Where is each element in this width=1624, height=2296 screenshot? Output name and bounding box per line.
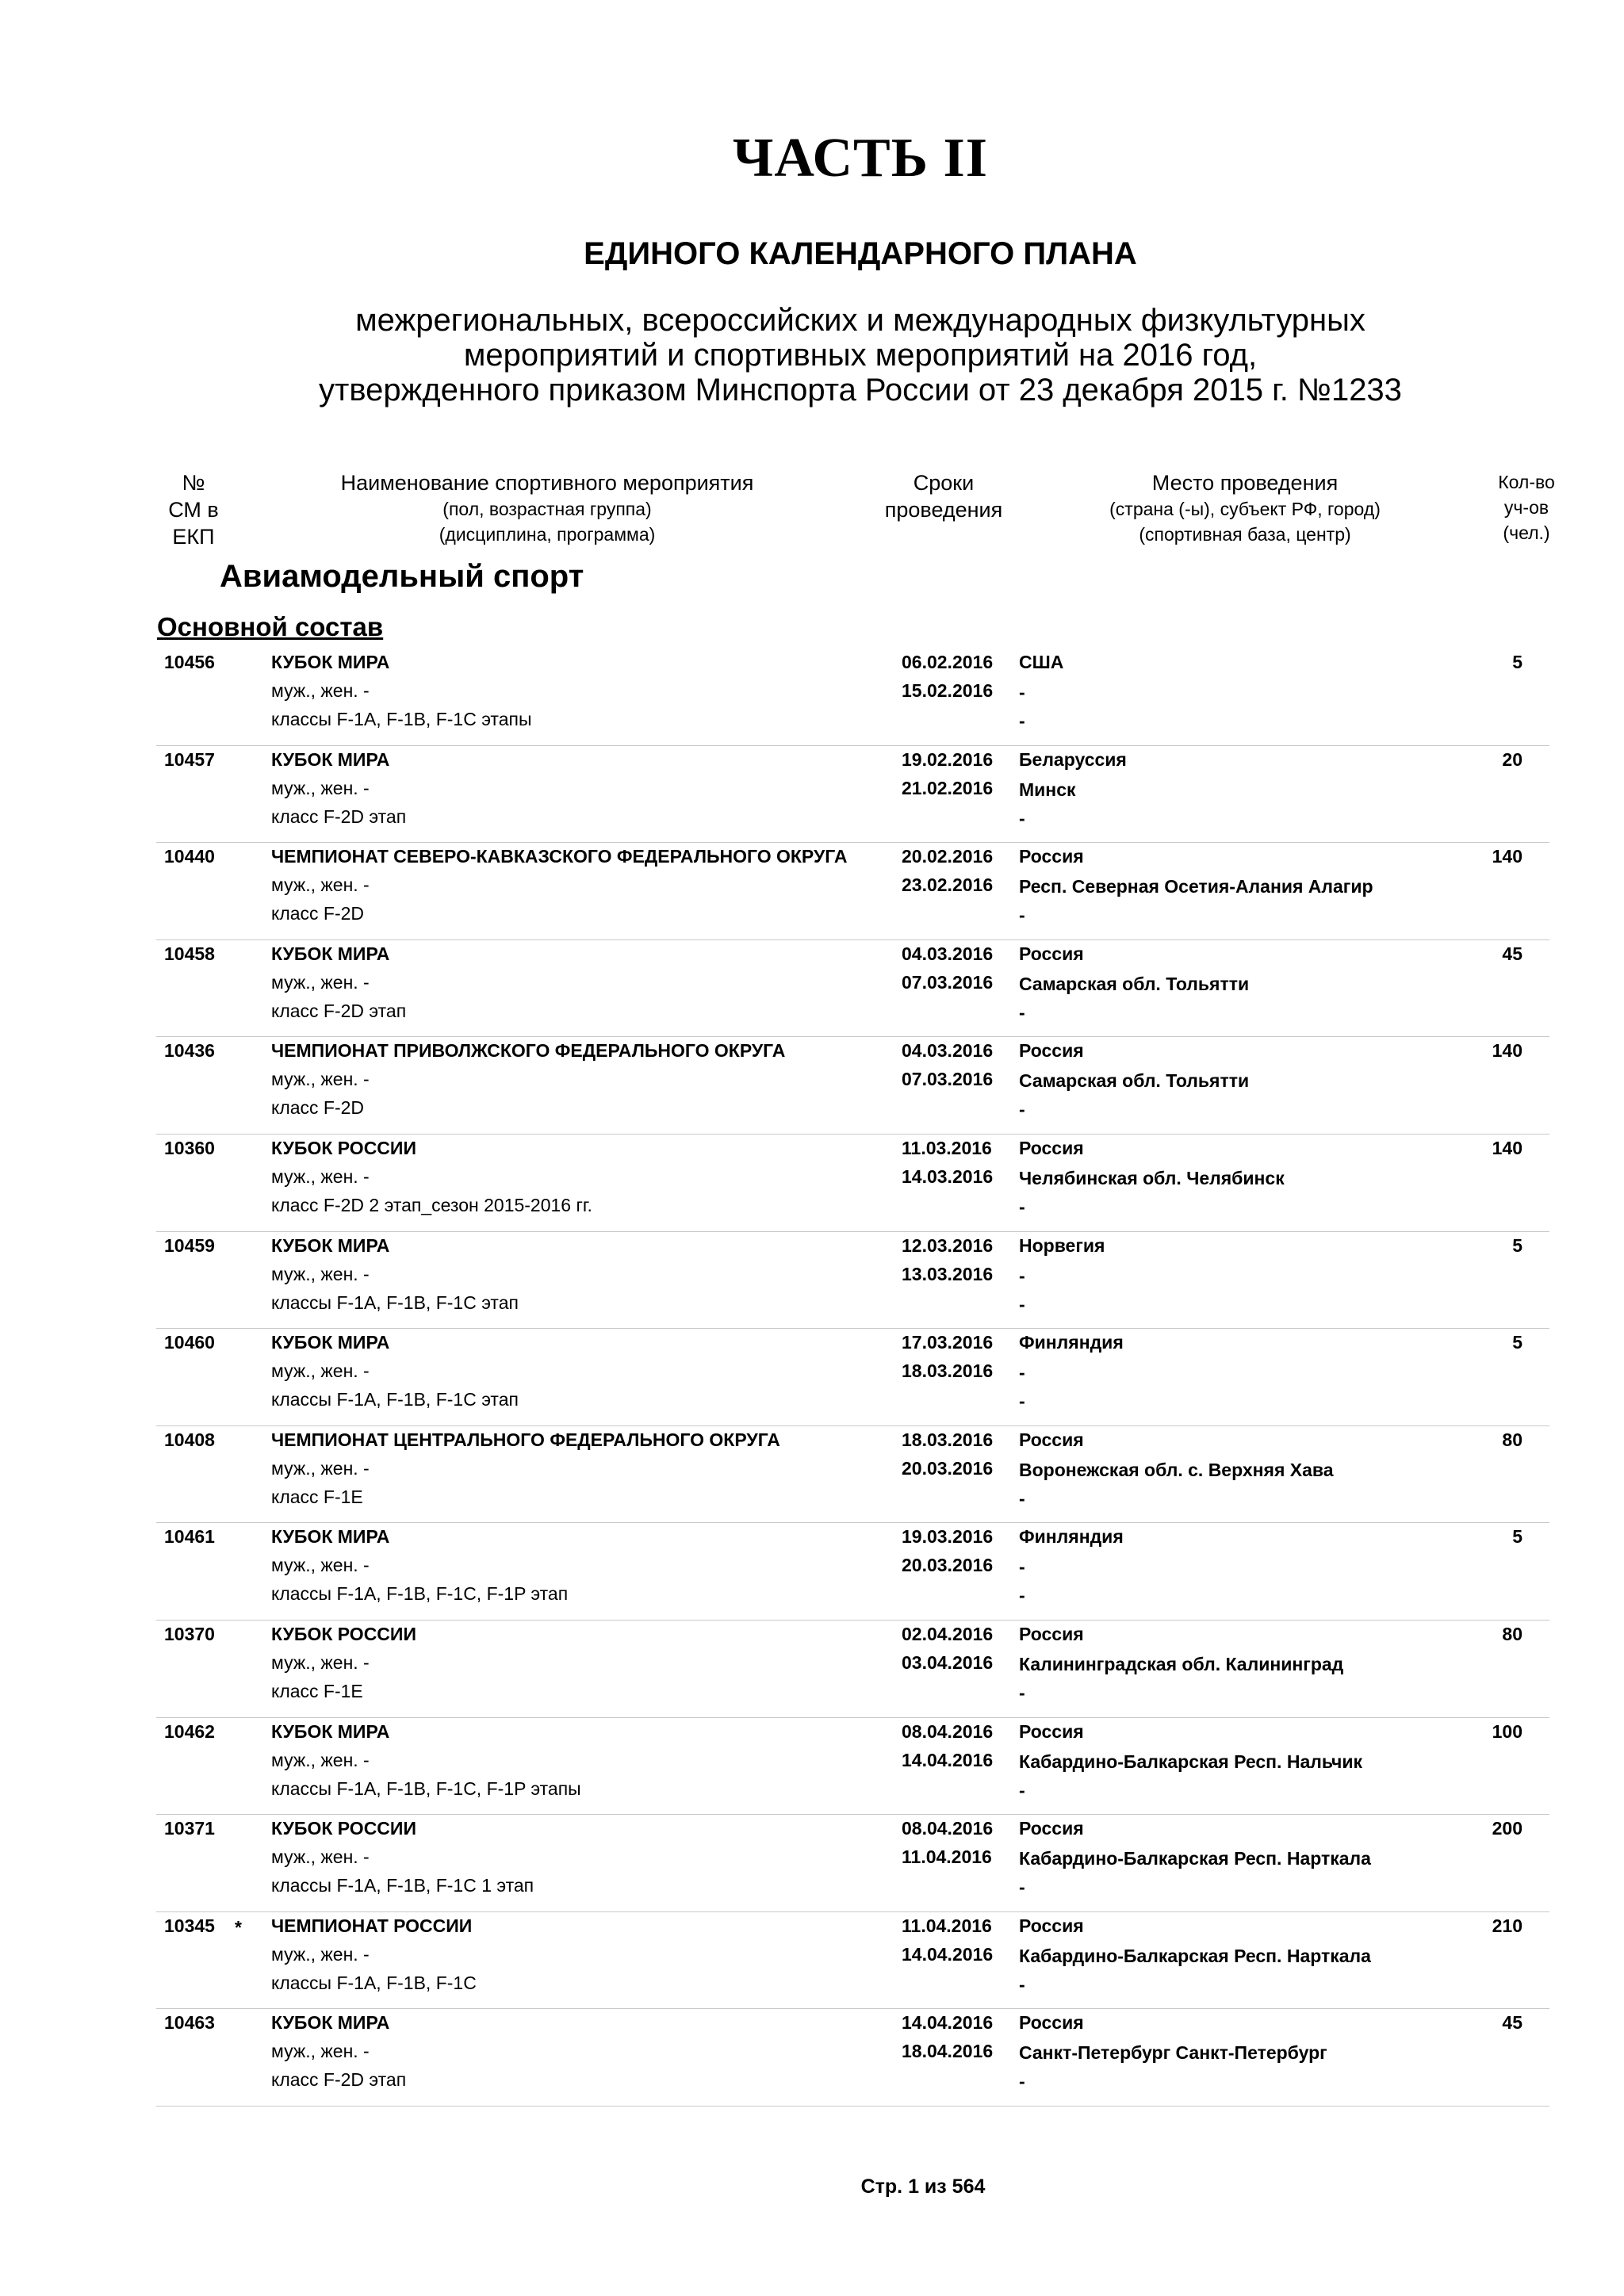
event-region-city: Респ. Северная Осетия-Алания Алагир xyxy=(1019,876,1373,897)
event-name: КУБОК МИРА xyxy=(271,1332,390,1353)
event-base: - xyxy=(1019,1001,1025,1023)
event-number: 10371 xyxy=(164,1818,215,1839)
event-name: КУБОК МИРА xyxy=(271,943,390,964)
event-number: 10456 xyxy=(164,652,215,672)
event-base: - xyxy=(1019,1682,1025,1703)
column-header-line: Наименование спортивного мероприятия xyxy=(340,471,754,495)
event-region-city: - xyxy=(1019,1556,1025,1578)
event-country: Россия xyxy=(1019,943,1084,964)
event-discipline: классы F-1A, F-1B, F-1C 1 этап xyxy=(271,1875,534,1896)
event-region-city: - xyxy=(1019,1265,1025,1286)
event-base: - xyxy=(1019,1779,1025,1800)
event-country: Беларуссия xyxy=(1019,748,1127,770)
column-header-line: СМ в xyxy=(168,498,219,522)
column-header-line: (спортивная база, центр) xyxy=(1139,524,1351,545)
event-region-city: Челябинская обл. Челябинск xyxy=(1019,1167,1285,1188)
document-description xyxy=(0,303,1624,408)
event-country: США xyxy=(1019,652,1064,672)
table-row xyxy=(156,1426,1549,1524)
event-participants: 5 xyxy=(1512,1234,1522,1256)
event-name: КУБОК МИРА xyxy=(271,652,390,672)
event-start-date: 06.02.2016 xyxy=(902,652,994,672)
column-header-count xyxy=(1471,469,1582,545)
column-header-line: № xyxy=(182,471,205,495)
table-row xyxy=(156,1329,1549,1426)
table-row xyxy=(156,1718,1549,1816)
event-name: КУБОК РОССИИ xyxy=(271,1137,416,1158)
sport-heading: Авиамодельный спорт xyxy=(220,559,584,594)
event-number: 10461 xyxy=(164,1526,215,1548)
event-discipline: классы F-1A, F-1B, F-1C этап xyxy=(271,1389,519,1410)
event-base: - xyxy=(1019,1099,1025,1120)
event-region-city: Воронежская обл. с. Верхняя Хава xyxy=(1019,1459,1334,1480)
event-participants: 140 xyxy=(1492,1137,1522,1158)
event-country: Россия xyxy=(1019,1818,1084,1839)
event-start-date: 04.03.2016 xyxy=(902,1040,994,1062)
event-participants: 140 xyxy=(1492,846,1522,867)
event-end-date: 03.04.2016 xyxy=(902,1651,994,1673)
section-heading: Основной состав xyxy=(157,612,384,641)
event-start-date: 11.03.2016 xyxy=(902,1137,992,1158)
event-participants: 100 xyxy=(1492,1720,1522,1742)
event-start-date: 18.03.2016 xyxy=(902,1429,994,1450)
event-end-date: 18.03.2016 xyxy=(902,1360,994,1382)
event-participants: 45 xyxy=(1502,2012,1522,2034)
event-participants: 140 xyxy=(1492,1040,1522,1062)
event-name: КУБОК МИРА xyxy=(271,1234,390,1256)
event-region-city: Кабардино-Балкарская Респ. Нарткала xyxy=(1019,1848,1371,1869)
event-number: 10408 xyxy=(164,1429,215,1450)
event-number: 10436 xyxy=(164,1040,215,1062)
table-row xyxy=(156,2009,1549,2107)
event-start-date: 12.03.2016 xyxy=(902,1234,994,1256)
event-start-date: 20.02.2016 xyxy=(902,846,994,867)
event-country: Россия xyxy=(1019,1429,1084,1450)
event-end-date: 20.03.2016 xyxy=(902,1457,994,1479)
event-participants: 80 xyxy=(1502,1623,1522,1644)
event-discipline: класс F-2D xyxy=(271,1097,365,1119)
event-number: 10370 xyxy=(164,1623,215,1644)
event-base: - xyxy=(1019,1391,1025,1412)
event-end-date: 07.03.2016 xyxy=(902,971,994,993)
table-row xyxy=(156,940,1549,1038)
event-group: муж., жен. - xyxy=(271,874,370,896)
event-base: - xyxy=(1019,1293,1025,1314)
event-start-date: 02.04.2016 xyxy=(902,1623,994,1644)
event-region-city: Самарская обл. Тольятти xyxy=(1019,1070,1250,1092)
event-group: муж., жен. - xyxy=(271,1555,370,1576)
event-name: ЧЕМПИОНАТ СЕВЕРО-КАВКАЗСКОГО ФЕДЕРАЛЬНОГО ОКРУГА xyxy=(271,846,848,867)
column-header-dates xyxy=(864,469,1023,523)
description-line: мероприятий и спортивных мероприятий на 2016 год, xyxy=(463,338,1258,373)
column-header-line: Кол-во xyxy=(1498,472,1555,492)
page-number: Стр. 1 из 564 xyxy=(860,2175,986,2198)
table-row xyxy=(156,1621,1549,1718)
event-participants: 200 xyxy=(1492,1818,1522,1839)
event-country: Россия xyxy=(1019,2012,1084,2034)
event-number: 10457 xyxy=(164,748,215,770)
event-discipline: классы F-1A, F-1B, F-1C, F-1P этапы xyxy=(271,1777,581,1799)
column-header-place xyxy=(1055,469,1435,547)
event-base: - xyxy=(1019,1877,1025,1898)
event-discipline: классы F-1A, F-1B, F-1C этапы xyxy=(271,709,532,729)
column-header-line: (страна (-ы), субъект РФ, город) xyxy=(1109,499,1381,519)
event-discipline: класс F-2D этап xyxy=(271,806,407,827)
event-discipline: класс F-2D 2 этап_сезон 2015-2016 гг. xyxy=(271,1194,592,1215)
event-number: 10360 xyxy=(164,1137,215,1158)
event-country: Норвегия xyxy=(1019,1234,1105,1256)
column-header-line: (пол, возрастная группа) xyxy=(442,499,652,519)
event-base: - xyxy=(1019,807,1025,828)
event-start-date: 19.03.2016 xyxy=(902,1526,994,1548)
event-group: муж., жен. - xyxy=(271,680,370,701)
event-base: - xyxy=(1019,905,1025,926)
event-start-date: 04.03.2016 xyxy=(902,943,994,964)
event-region-city: Кабардино-Балкарская Респ. Нарткала xyxy=(1019,1945,1371,1966)
event-number: 10459 xyxy=(164,1234,215,1256)
event-name: КУБОК МИРА xyxy=(271,1720,390,1742)
event-name: ЧЕМПИОНАТ ЦЕНТРАЛЬНОГО ФЕДЕРАЛЬНОГО ОКРУГА xyxy=(271,1429,780,1450)
event-region-city: Самарская обл. Тольятти xyxy=(1019,973,1250,994)
event-end-date: 14.04.2016 xyxy=(902,1749,994,1770)
document-subtitle: ЕДИНОГО КАЛЕНДАРНОГО ПЛАНА xyxy=(584,236,1137,271)
column-header-line: (дисциплина, программа) xyxy=(439,524,656,545)
event-star-mark: * xyxy=(235,1916,242,1938)
event-discipline: класс F-2D xyxy=(271,903,365,924)
event-group: муж., жен. - xyxy=(271,1263,370,1284)
table-row xyxy=(156,1232,1549,1330)
event-name: КУБОК МИРА xyxy=(271,1526,390,1548)
event-number: 10463 xyxy=(164,2012,215,2034)
table-row xyxy=(156,1037,1549,1135)
event-participants: 210 xyxy=(1492,1915,1522,1936)
column-header-line: Место проведения xyxy=(1151,471,1339,495)
column-header-line: уч-ов xyxy=(1503,497,1549,518)
event-country: Финляндия xyxy=(1019,1526,1124,1548)
event-discipline: класс F-1E xyxy=(271,1486,363,1507)
event-country: Россия xyxy=(1019,1915,1084,1936)
column-header-line: (чел.) xyxy=(1503,522,1550,543)
event-country: Россия xyxy=(1019,846,1084,867)
event-start-date: 17.03.2016 xyxy=(902,1332,994,1353)
event-base: - xyxy=(1019,1973,1025,1995)
event-group: муж., жен. - xyxy=(271,1651,370,1673)
event-discipline: класс F-1E xyxy=(271,1680,363,1701)
document-title: ЧАСТЬ II xyxy=(733,128,988,189)
event-start-date: 14.04.2016 xyxy=(902,2012,994,2034)
event-country: Россия xyxy=(1019,1720,1084,1742)
column-header-line: ЕКП xyxy=(172,525,215,549)
event-group: муж., жен. - xyxy=(271,1360,370,1382)
event-group: муж., жен. - xyxy=(271,777,370,798)
event-region-city: - xyxy=(1019,1362,1025,1383)
column-header-line: проведения xyxy=(884,498,1003,522)
event-region-city: Кабардино-Балкарская Респ. Нальчик xyxy=(1019,1751,1362,1772)
event-end-date: 13.03.2016 xyxy=(902,1263,994,1284)
table-row xyxy=(156,746,1549,844)
event-end-date: 15.02.2016 xyxy=(902,680,994,701)
table-row xyxy=(156,1815,1549,1912)
event-country: Россия xyxy=(1019,1040,1084,1062)
event-participants: 80 xyxy=(1502,1429,1522,1450)
event-end-date: 14.03.2016 xyxy=(902,1165,994,1187)
event-discipline: классы F-1A, F-1B, F-1C, F-1P этап xyxy=(271,1583,569,1605)
event-country: Россия xyxy=(1019,1623,1084,1644)
event-end-date: 18.04.2016 xyxy=(902,2041,994,2062)
event-country: Финляндия xyxy=(1019,1332,1124,1353)
events-table xyxy=(156,649,1549,2107)
event-end-date: 14.04.2016 xyxy=(902,1943,994,1965)
event-country: Россия xyxy=(1019,1137,1084,1158)
event-end-date: 07.03.2016 xyxy=(902,1069,994,1090)
event-group: муж., жен. - xyxy=(271,1165,370,1187)
event-number: 10440 xyxy=(164,846,215,867)
event-discipline: классы F-1A, F-1B, F-1C xyxy=(271,1972,477,1993)
event-participants: 45 xyxy=(1502,943,1522,964)
event-end-date: 21.02.2016 xyxy=(902,777,994,798)
description-line: утвержденного приказом Минспорта России от 23 декабря 2015 г. №1233 xyxy=(319,373,1402,408)
event-group: муж., жен. - xyxy=(271,1069,370,1090)
event-group: муж., жен. - xyxy=(271,1943,370,1965)
event-number: 10345 xyxy=(164,1915,215,1936)
event-name: ЧЕМПИОНАТ ПРИВОЛЖСКОГО ФЕДЕРАЛЬНОГО ОКРУГА xyxy=(271,1040,786,1062)
table-row xyxy=(156,843,1549,940)
event-participants: 20 xyxy=(1502,748,1522,770)
event-discipline: класс F-2D этап xyxy=(271,2069,407,2091)
event-region-city: Калининградская обл. Калининград xyxy=(1019,1653,1344,1674)
event-start-date: 08.04.2016 xyxy=(902,1720,994,1742)
event-group: муж., жен. - xyxy=(271,971,370,993)
column-header-line: Сроки xyxy=(913,471,975,495)
event-group: муж., жен. - xyxy=(271,1749,370,1770)
event-discipline: классы F-1A, F-1B, F-1C этап xyxy=(271,1292,519,1313)
event-number: 10462 xyxy=(164,1720,215,1742)
event-base: - xyxy=(1019,2071,1025,2092)
event-participants: 5 xyxy=(1512,652,1522,672)
table-row xyxy=(156,1912,1549,2010)
event-end-date: 20.03.2016 xyxy=(902,1555,994,1576)
table-row xyxy=(156,1135,1549,1232)
event-base: - xyxy=(1019,1196,1025,1217)
event-name: КУБОК МИРА xyxy=(271,2012,390,2034)
event-group: муж., жен. - xyxy=(271,1846,370,1868)
event-region-city: - xyxy=(1019,682,1025,702)
event-name: КУБОК МИРА xyxy=(271,748,390,770)
event-discipline: класс F-2D этап xyxy=(271,1000,407,1021)
event-start-date: 08.04.2016 xyxy=(902,1818,994,1839)
event-start-date: 19.02.2016 xyxy=(902,748,994,770)
event-base: - xyxy=(1019,1487,1025,1509)
column-header-name xyxy=(293,469,801,547)
event-base: - xyxy=(1019,710,1025,731)
column-header-number xyxy=(150,469,237,550)
event-name: КУБОК РОССИИ xyxy=(271,1818,416,1839)
event-name: КУБОК РОССИИ xyxy=(271,1623,416,1644)
event-base: - xyxy=(1019,1585,1025,1606)
event-start-date: 11.04.2016 xyxy=(902,1915,992,1936)
description-line: межрегиональных, всероссийских и международных физкультурных xyxy=(355,303,1365,338)
event-name: ЧЕМПИОНАТ РОССИИ xyxy=(271,1915,473,1936)
event-number: 10460 xyxy=(164,1332,215,1353)
event-group: муж., жен. - xyxy=(271,2041,370,2062)
event-region-city: Минск xyxy=(1019,779,1076,800)
table-row xyxy=(156,649,1549,746)
event-region-city: Санкт-Петербург Санкт-Петербург xyxy=(1019,2042,1327,2064)
event-end-date: 23.02.2016 xyxy=(902,874,994,896)
event-end-date: 11.04.2016 xyxy=(902,1846,992,1868)
event-participants: 5 xyxy=(1512,1332,1522,1353)
table-row xyxy=(156,1523,1549,1621)
event-participants: 5 xyxy=(1512,1526,1522,1548)
event-number: 10458 xyxy=(164,943,215,964)
event-group: муж., жен. - xyxy=(271,1457,370,1479)
